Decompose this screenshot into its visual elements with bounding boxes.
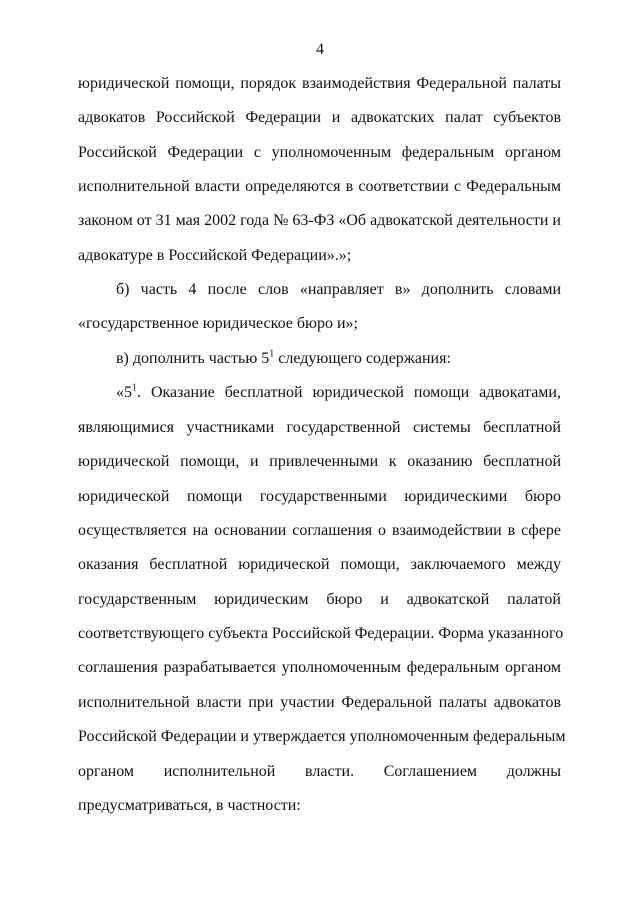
text-span: в) дополнить частью 5 xyxy=(116,350,270,367)
text-line: соглашения разрабатывается уполномоченным федеральным органом xyxy=(78,659,561,676)
text-line: оказания бесплатной юридической помощи, заключаемого между xyxy=(78,556,561,573)
text-line: государственным юридическим бюро и адвокатской палатой xyxy=(78,591,561,608)
text-span: следующего содержания: xyxy=(274,350,451,367)
text-line: «государственное юридическое бюро и»; xyxy=(78,315,358,332)
text-line: юридической помощи, порядок взаимодействия Федеральной палаты xyxy=(78,75,561,92)
text-span: «5 xyxy=(116,384,132,401)
text-line: б) часть 4 после слов «направляет в» дополнить словами xyxy=(116,281,561,298)
text-line: исполнительной власти при участии Федеральной палаты адвокатов xyxy=(78,694,561,711)
text-line: юридической помощи, и привлеченными к оказанию бесплатной xyxy=(78,453,561,470)
superscript: 1 xyxy=(269,348,275,360)
text-line: предусматриваться, в частности: xyxy=(78,797,301,814)
text-line: Российской Федерации с уполномоченным федеральным органом xyxy=(78,144,561,161)
text-line: законом от 31 мая 2002 года № 63-ФЗ «Об адвокатской деятельности и xyxy=(78,212,561,229)
text-line: адвокатуре в Российской Федерации».»; xyxy=(78,247,352,264)
text-line: являющимися участниками государственной системы бесплатной xyxy=(78,419,561,436)
page-number: 4 xyxy=(316,41,324,58)
text-line xyxy=(116,383,561,403)
text-line: Российской Федерации и утверждается уполномоченным федеральным xyxy=(78,728,566,745)
text-line: исполнительной власти определяются в соответствии с Федеральным xyxy=(78,178,561,195)
text-span: . Оказание бесплатной юридической помощи адвокатами, xyxy=(137,384,561,401)
text-line: юридической помощи государственными юридическими бюро xyxy=(78,488,561,505)
text-line: осуществляется на основании соглашения о взаимодействии в сфере xyxy=(78,522,561,539)
text-line: соответствующего субъекта Российской Федерации. Форма указанного xyxy=(78,625,564,642)
text-line: адвокатов Российской Федерации и адвокатских палат субъектов xyxy=(78,109,561,126)
text-line: органом исполнительной власти. Соглашением должны xyxy=(78,763,561,780)
text-line xyxy=(116,349,561,369)
superscript: 1 xyxy=(132,382,137,394)
